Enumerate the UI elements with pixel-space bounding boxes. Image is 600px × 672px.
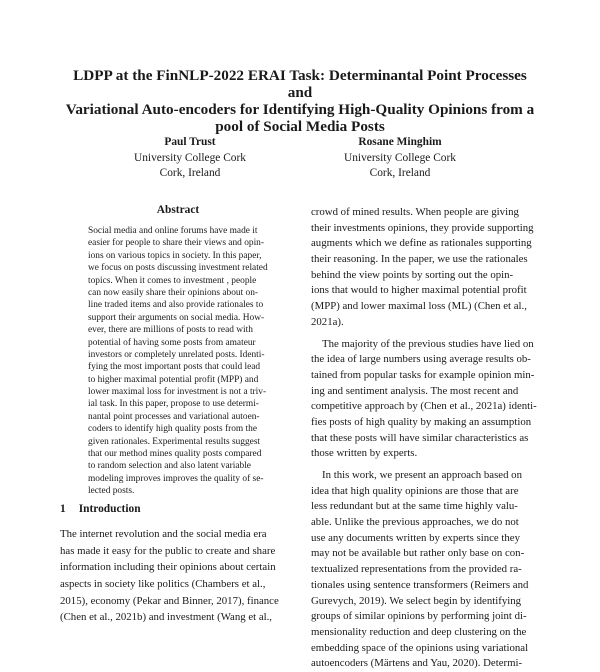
text-line: use any documents written by experts since they (311, 531, 520, 544)
text-line: Social media and online forums have made it (88, 226, 258, 236)
author-name: Paul Trust (164, 136, 216, 148)
text-line: In this work, we present an approach based on (322, 469, 522, 481)
text-line: mensionality reduction and deep clustering on the (311, 625, 527, 638)
text-line: ions on various topics in society. In this paper, (88, 250, 262, 261)
text-line: we focus on posts discussing investment related (88, 263, 268, 274)
text-line: 2021a). (311, 315, 344, 328)
text-line: their investments opinions, they provide supporting (311, 221, 534, 234)
title-line: pool of Social Media Posts (215, 118, 385, 135)
text-line: 2015), economy (Pekar and Binner, 2017), finance (60, 594, 279, 607)
text-line: textualized representations from the provided ra- (311, 563, 522, 576)
text-line: (MPP) and lower maximal loss (ML) (Chen et al., (311, 300, 527, 313)
text-line: lected posts. (88, 486, 135, 497)
text-line: idea that high quality opinions are those that are (311, 484, 519, 497)
text-line: ing and sentiment analysis. The most recent and (311, 384, 519, 397)
text-line: easier for people to share their views and opin- (88, 238, 264, 249)
text-line: may not be available but rather only base on con- (311, 547, 525, 560)
text-line: line traded items and also provide rationales to (88, 300, 264, 311)
text-line: aspects in society like politics (Chambers et al., (60, 578, 266, 591)
title-line: Variational Auto-encoders for Identifying High-Quality Opinions from a (65, 101, 535, 118)
text-line: (Chen et al., 2021b) and investment (Wang et al., (60, 611, 273, 624)
author-block-1 (120, 135, 260, 182)
text-line: competitive approach by (Chen et al., 2021a) identi- (311, 400, 537, 413)
text-line: their reasoning. In the paper, we use the rationales (311, 253, 528, 266)
text-line: to random selection and also latent variable (88, 461, 251, 472)
text-line: those written by experts. (311, 447, 418, 460)
title-line: LDPP at the FinNLP-2022 ERAI Task: Determinantal Point Processes and (73, 67, 527, 101)
text-line: nantal point processes and variational autoen- (88, 411, 260, 422)
text-line: modeling improves improves the quality of se- (88, 473, 264, 484)
section-heading (60, 503, 141, 515)
author-affiliation: University College Cork (134, 151, 246, 164)
text-line: embedding space of the opinions using variational (311, 641, 529, 654)
text-line: Gurevych, 2019). We select begin by identifying (311, 594, 522, 607)
text-line: less redundant but at the same time highly valu- (311, 500, 518, 513)
text-line: fying the most important posts that could lead (88, 362, 261, 373)
text-line: augments which we define as rationales supporting (311, 237, 532, 250)
author-name: Rosane Minghim (358, 136, 442, 148)
text-line: able. Unlike the previous approaches, we do not (311, 516, 519, 529)
text-line: groups of similar opinions by performing joint di- (311, 610, 527, 623)
text-line: to higher maximal potential profit (MPP) and (88, 374, 259, 385)
text-line: tionales using sentence transformers (Reimers and (311, 578, 529, 591)
section-number: 1 (60, 503, 66, 515)
text-line: fies posts of high quality by making an assumption (311, 415, 532, 428)
text-line: behind the view points by sorting out the opin- (311, 268, 514, 281)
author-block-2 (330, 135, 470, 182)
text-line: information including their opinions about certain (60, 561, 276, 574)
text-line: The majority of the previous studies have lied on (322, 337, 534, 350)
text-line: autoencoders (Märtens and Yau, 2020). Determi- (311, 657, 523, 670)
text-line: potential of having some posts from amateur (88, 337, 256, 348)
text-line: that these posts will have similar characteristics as (311, 431, 529, 444)
text-line: crowd of mined results. When people are giving (311, 206, 519, 218)
text-line: has made it easy for the public to create and share (60, 544, 276, 557)
text-line: that our method mines quality posts compared (88, 449, 262, 460)
introduction-text (60, 526, 296, 626)
abstract-heading: Abstract (156, 204, 200, 216)
text-line: given rationales. Experimental results suggest (88, 436, 261, 447)
right-column-text (311, 205, 543, 672)
text-line: ial task. In this paper, propose to use determi- (88, 399, 259, 410)
section-title: Introduction (78, 503, 141, 515)
text-line: can now easily share their opinions about on- (88, 287, 259, 298)
author-location: Cork, Ireland (159, 167, 221, 179)
text-line: the idea of large numbers using average results ob- (311, 353, 531, 366)
text-line: topics. When it comes to investment , people (88, 275, 257, 286)
text-line: support their arguments on social media. How- (88, 312, 265, 323)
author-location: Cork, Ireland (369, 167, 431, 179)
abstract-text (88, 225, 268, 498)
text-line: coders to identify high quality posts from the (88, 424, 257, 435)
author-affiliation: University College Cork (344, 151, 456, 164)
text-line: The internet revolution and the social media era (60, 528, 267, 540)
text-line: ever, there are millions of posts to read with (88, 325, 253, 336)
text-line: lower maximal loss for investment is not a triv- (88, 387, 267, 398)
text-line: tained from popular tasks for example opinion min- (311, 368, 535, 381)
text-line: investors or completely unrelated posts. Identi- (88, 349, 265, 360)
paper-title (60, 67, 540, 135)
text-line: ions that would to higher maximal potential profit (311, 284, 527, 297)
